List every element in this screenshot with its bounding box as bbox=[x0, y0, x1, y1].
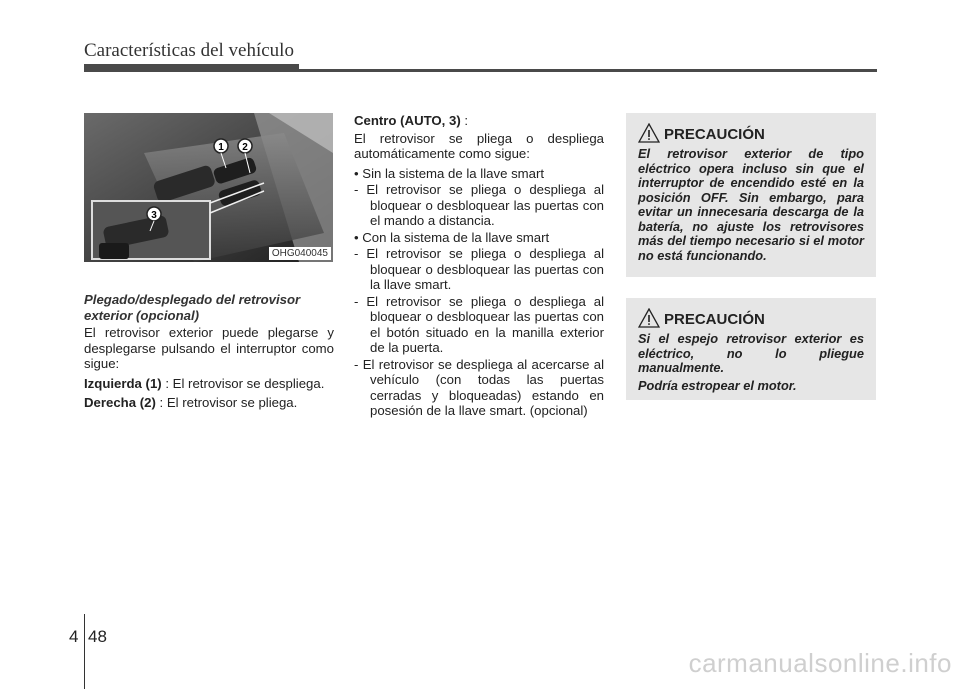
page-header-title: Características del vehículo bbox=[84, 40, 294, 61]
center-position bbox=[354, 113, 604, 129]
list-item: - El retrovisor se despliega al acercarse al vehículo (con todas las puertas cerradas y bloqueadas) estando en posesión de la llave smart. (opcional) bbox=[354, 356, 604, 418]
page-number: 48 bbox=[88, 627, 107, 646]
caution-text-1: Si el espejo retrovisor exterior es eléctrico, no lo pliegue manualmente. bbox=[638, 331, 864, 375]
caution-title: PRECAUCIÓN bbox=[664, 311, 765, 328]
list-item: • Sin la sistema de la llave smart bbox=[354, 165, 545, 181]
list-item: - El retrovisor se pliega o despliega al bloquear o desbloquear las puertas con el mando a distancia. bbox=[354, 182, 604, 228]
warning-triangle-icon bbox=[638, 308, 660, 328]
left-column bbox=[84, 292, 334, 415]
list-item: - El retrovisor se pliega o despliega al bloquear o desbloquear las puertas con la llave smart. bbox=[354, 246, 604, 292]
caution-box-1 bbox=[626, 113, 876, 277]
mirror-switch-illustration bbox=[84, 113, 333, 262]
caution-box-2 bbox=[626, 298, 876, 400]
middle-intro: El retrovisor se pliega o despliega automáticamente como sigue: bbox=[354, 130, 604, 161]
warning-triangle-icon bbox=[638, 123, 660, 143]
right-position bbox=[84, 395, 334, 411]
mirror-switch-photo bbox=[84, 113, 333, 262]
left-position bbox=[84, 376, 334, 392]
watermark: carmanualsonline.info bbox=[688, 648, 952, 678]
header-rule bbox=[84, 69, 877, 72]
caution-title: PRECAUCIÓN bbox=[664, 126, 765, 143]
right-text: : El retrovisor se pliega. bbox=[155, 395, 298, 410]
left-text: : El retrovisor se despliega. bbox=[161, 375, 325, 391]
callout-3: 3 bbox=[151, 210, 157, 221]
caution-header bbox=[638, 123, 864, 143]
left-label: Izquierda (1) bbox=[84, 375, 162, 391]
list-item: • Con la sistema de la llave smart bbox=[354, 229, 550, 245]
right-label: Derecha (2) bbox=[84, 395, 156, 410]
caution-text-2: Podría estropear el motor. bbox=[638, 377, 797, 393]
left-intro: El retrovisor exterior puede plegarse y desplegarse pulsando el interruptor como sigue: bbox=[84, 325, 334, 371]
list-item: - El retrovisor se pliega o despliega al bloquear o desbloquear las puertas con el botón situado en la manilla exterior de la puerta. bbox=[354, 293, 604, 355]
callout-2: 2 bbox=[242, 142, 248, 153]
middle-column bbox=[354, 113, 604, 420]
subtitle-line-2: exterior (opcional) bbox=[84, 307, 200, 323]
callout-1: 1 bbox=[218, 142, 224, 153]
center-suffix: : bbox=[460, 113, 469, 128]
caution-text: El retrovisor exterior de tipo eléctrico opera incluso sin que el interruptor de encendido esté en la posición OFF. Sin embargo, para evitar un innecesaria descarga de la batería, no ajuste los retrovisores más del tiempo necesario si el motor no está funcionando. bbox=[638, 146, 864, 263]
section-subtitle bbox=[84, 292, 334, 323]
footer-rule bbox=[84, 614, 85, 689]
center-label: Centro (AUTO, 3) bbox=[354, 113, 461, 128]
subtitle-line-1: Plegado/desplegado del retrovisor bbox=[84, 292, 301, 307]
figure-code: OHG040045 bbox=[269, 247, 331, 260]
chapter-number: 4 bbox=[69, 627, 79, 646]
caution-header bbox=[638, 308, 864, 328]
